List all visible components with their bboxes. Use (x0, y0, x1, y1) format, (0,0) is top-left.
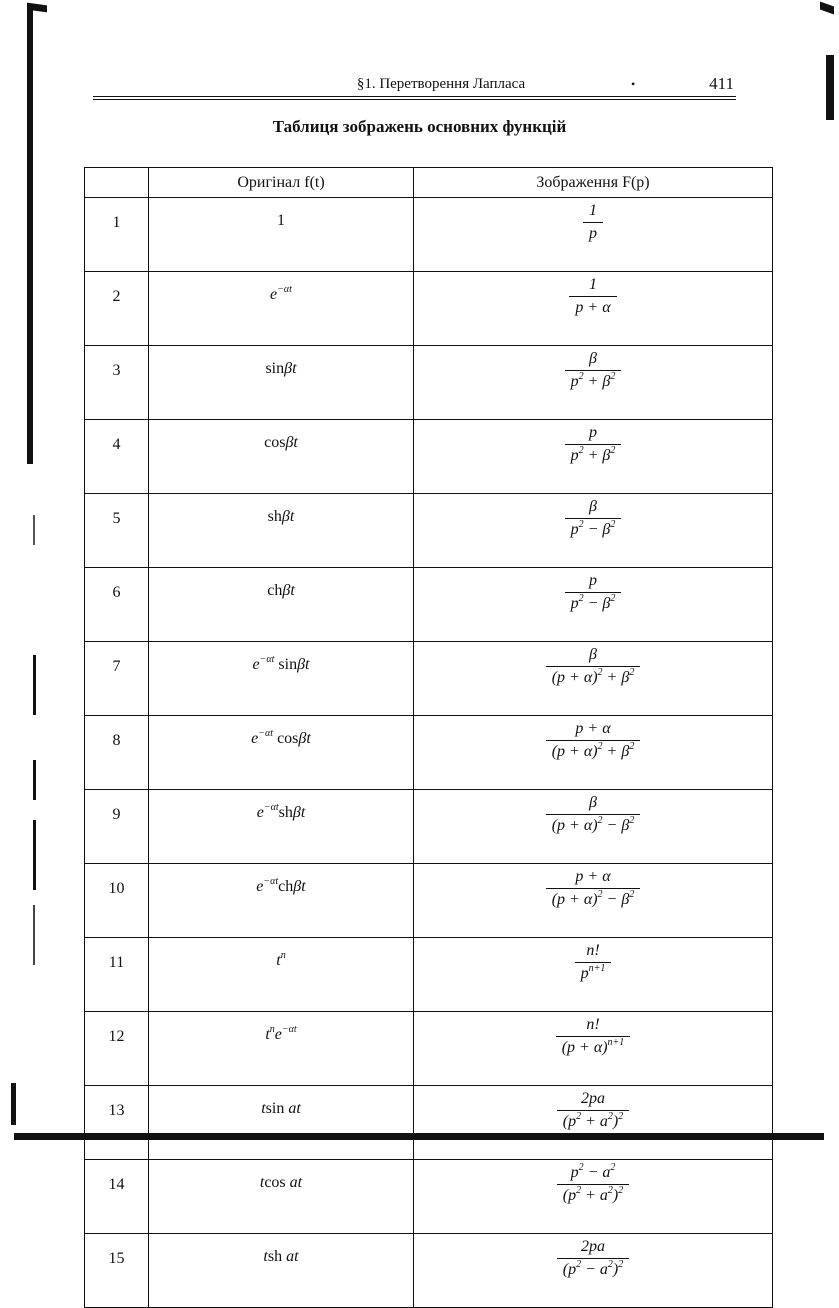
original-function: $e^{-\alpha t}$ cosβt (149, 716, 414, 790)
header-original: Оригінал f(t) (149, 168, 414, 198)
fraction-numerator: p (588, 572, 597, 589)
scan-edge-mark (27, 4, 33, 464)
fraction (583, 202, 603, 243)
table-row (85, 272, 773, 346)
fraction-denominator: $(p + \alpha)^2 + \beta^2$ (546, 666, 641, 687)
fraction-numerator: n! (586, 942, 600, 959)
table-title: Таблиця зображень основних функцій (272, 117, 567, 136)
original-function: cosβt (149, 420, 414, 494)
image-function (414, 938, 773, 1012)
fraction (565, 424, 622, 465)
fraction-numerator: 2pa (580, 1238, 605, 1255)
image-function (414, 198, 773, 272)
image-function (414, 1012, 773, 1086)
fraction-numerator: p + α (575, 720, 611, 737)
fraction (557, 1090, 629, 1131)
original-function: 1 (149, 198, 414, 272)
fraction (565, 350, 622, 391)
table-body (85, 198, 773, 1308)
image-function (414, 716, 773, 790)
row-number: 7 (85, 642, 149, 716)
fraction (565, 498, 622, 539)
original-function: sinβt (149, 346, 414, 420)
fraction (546, 868, 641, 909)
fraction (546, 646, 641, 687)
fraction-numerator: p (588, 424, 597, 441)
fraction-denominator: $(p + \alpha)^{n+1}$ (556, 1036, 631, 1057)
laplace-table (84, 167, 773, 1308)
fraction-denominator: $(p + \alpha)^2 - \beta^2$ (546, 814, 641, 835)
row-number: 13 (85, 1086, 149, 1160)
row-number: 8 (85, 716, 149, 790)
table-row (85, 1160, 773, 1234)
table-row (85, 568, 773, 642)
table-row (85, 938, 773, 1012)
original-function: $e^{-\alpha t}sh\beta t$ (149, 790, 414, 864)
table-header-row (85, 168, 773, 198)
original-function: $e^{-\alpha t}ch\beta t$ (149, 864, 414, 938)
row-number: 9 (85, 790, 149, 864)
row-number: 15 (85, 1234, 149, 1308)
table-row (85, 790, 773, 864)
row-number: 12 (85, 1012, 149, 1086)
fraction-numerator: 1 (589, 202, 597, 219)
table-row (85, 1234, 773, 1308)
row-number: 3 (85, 346, 149, 420)
table-row (85, 494, 773, 568)
image-function (414, 642, 773, 716)
row-number: 11 (85, 938, 149, 1012)
header-rule (93, 99, 736, 100)
row-number: 14 (85, 1160, 149, 1234)
scan-edge-mark (826, 55, 834, 120)
fraction-numerator: 2pa (580, 1090, 605, 1107)
table-row (85, 864, 773, 938)
fraction (557, 1164, 629, 1205)
original-function: $t^ne^{-\alpha t}$ (149, 1012, 414, 1086)
fraction (575, 942, 612, 983)
scan-edge-mark (33, 820, 36, 890)
header-image: Зображення F(p) (414, 168, 773, 198)
table-row (85, 198, 773, 272)
scan-edge-mark (820, 1, 834, 14)
table-row (85, 642, 773, 716)
image-function (414, 1234, 773, 1308)
original-function: tsh at (149, 1234, 414, 1308)
fraction (546, 794, 641, 835)
image-function (414, 790, 773, 864)
fraction (569, 276, 616, 317)
original-function: chβt (149, 568, 414, 642)
page-number: 411 (709, 74, 734, 93)
fraction (557, 1238, 629, 1279)
fraction-denominator: $(p^2 + a^2)^2$ (557, 1110, 629, 1131)
scan-edge-mark (33, 655, 36, 715)
running-head (93, 74, 736, 100)
fraction-denominator: $(p + \alpha)^2 - \beta^2$ (546, 888, 641, 909)
fraction-denominator: p (583, 222, 603, 243)
fraction-numerator: β (589, 794, 597, 811)
fraction-numerator: 1 (588, 276, 597, 293)
ink-speck: • (631, 77, 636, 91)
row-number: 4 (85, 420, 149, 494)
image-function (414, 272, 773, 346)
fraction-denominator: $p^2 - \beta^2$ (565, 592, 622, 613)
table-row (85, 1012, 773, 1086)
row-number: 2 (85, 272, 149, 346)
table-row (85, 1086, 773, 1160)
fraction-denominator: $p^2 + \beta^2$ (565, 444, 622, 465)
original-function: $e^{-\alpha t}$ sinβt (149, 642, 414, 716)
fraction-numerator: β (589, 498, 597, 515)
image-function (414, 420, 773, 494)
image-function (414, 346, 773, 420)
image-function (414, 1160, 773, 1234)
header-rule (93, 96, 736, 97)
scan-edge-mark (11, 1083, 16, 1125)
scan-edge-mark (33, 760, 36, 800)
scan-edge-mark (33, 515, 35, 545)
image-function (414, 568, 773, 642)
fraction-numerator: n! (586, 1016, 600, 1033)
fraction-denominator: $p^2 - \beta^2$ (565, 518, 622, 539)
row-number: 6 (85, 568, 149, 642)
fraction (565, 572, 622, 613)
scan-edge-mark (33, 905, 35, 965)
table-row (85, 716, 773, 790)
row-number: 5 (85, 494, 149, 568)
fraction-denominator: $(p^2 - a^2)^2$ (557, 1258, 629, 1279)
original-function: tsin at (149, 1086, 414, 1160)
original-function: shβt (149, 494, 414, 568)
section-title: §1. Перетворення Лапласа (356, 76, 526, 92)
original-function: $t^n$ (149, 938, 414, 1012)
table-row (85, 346, 773, 420)
fraction-denominator: p + α (569, 296, 616, 317)
header-number-cell (85, 168, 149, 198)
table-row (85, 420, 773, 494)
fraction-numerator: p + α (575, 868, 611, 885)
row-number: 10 (85, 864, 149, 938)
row-number: 1 (85, 198, 149, 272)
image-function (414, 494, 773, 568)
fraction (546, 720, 641, 761)
fraction-denominator: $p^2 + \beta^2$ (565, 370, 622, 391)
fraction-denominator: $p^{n+1}$ (575, 962, 612, 983)
fraction-denominator: $(p + \alpha)^2 + \beta^2$ (546, 740, 641, 761)
fraction-numerator: $p^2 - a^2$ (570, 1162, 616, 1181)
original-function: $e^{-\alpha t}$ (149, 272, 414, 346)
image-function (414, 864, 773, 938)
fraction-denominator: $(p^2 + a^2)^2$ (557, 1184, 629, 1205)
fraction-numerator: β (589, 350, 597, 367)
original-function: tcos at (149, 1160, 414, 1234)
fraction-numerator: β (589, 646, 597, 663)
fraction (556, 1016, 631, 1057)
image-function (414, 1086, 773, 1160)
